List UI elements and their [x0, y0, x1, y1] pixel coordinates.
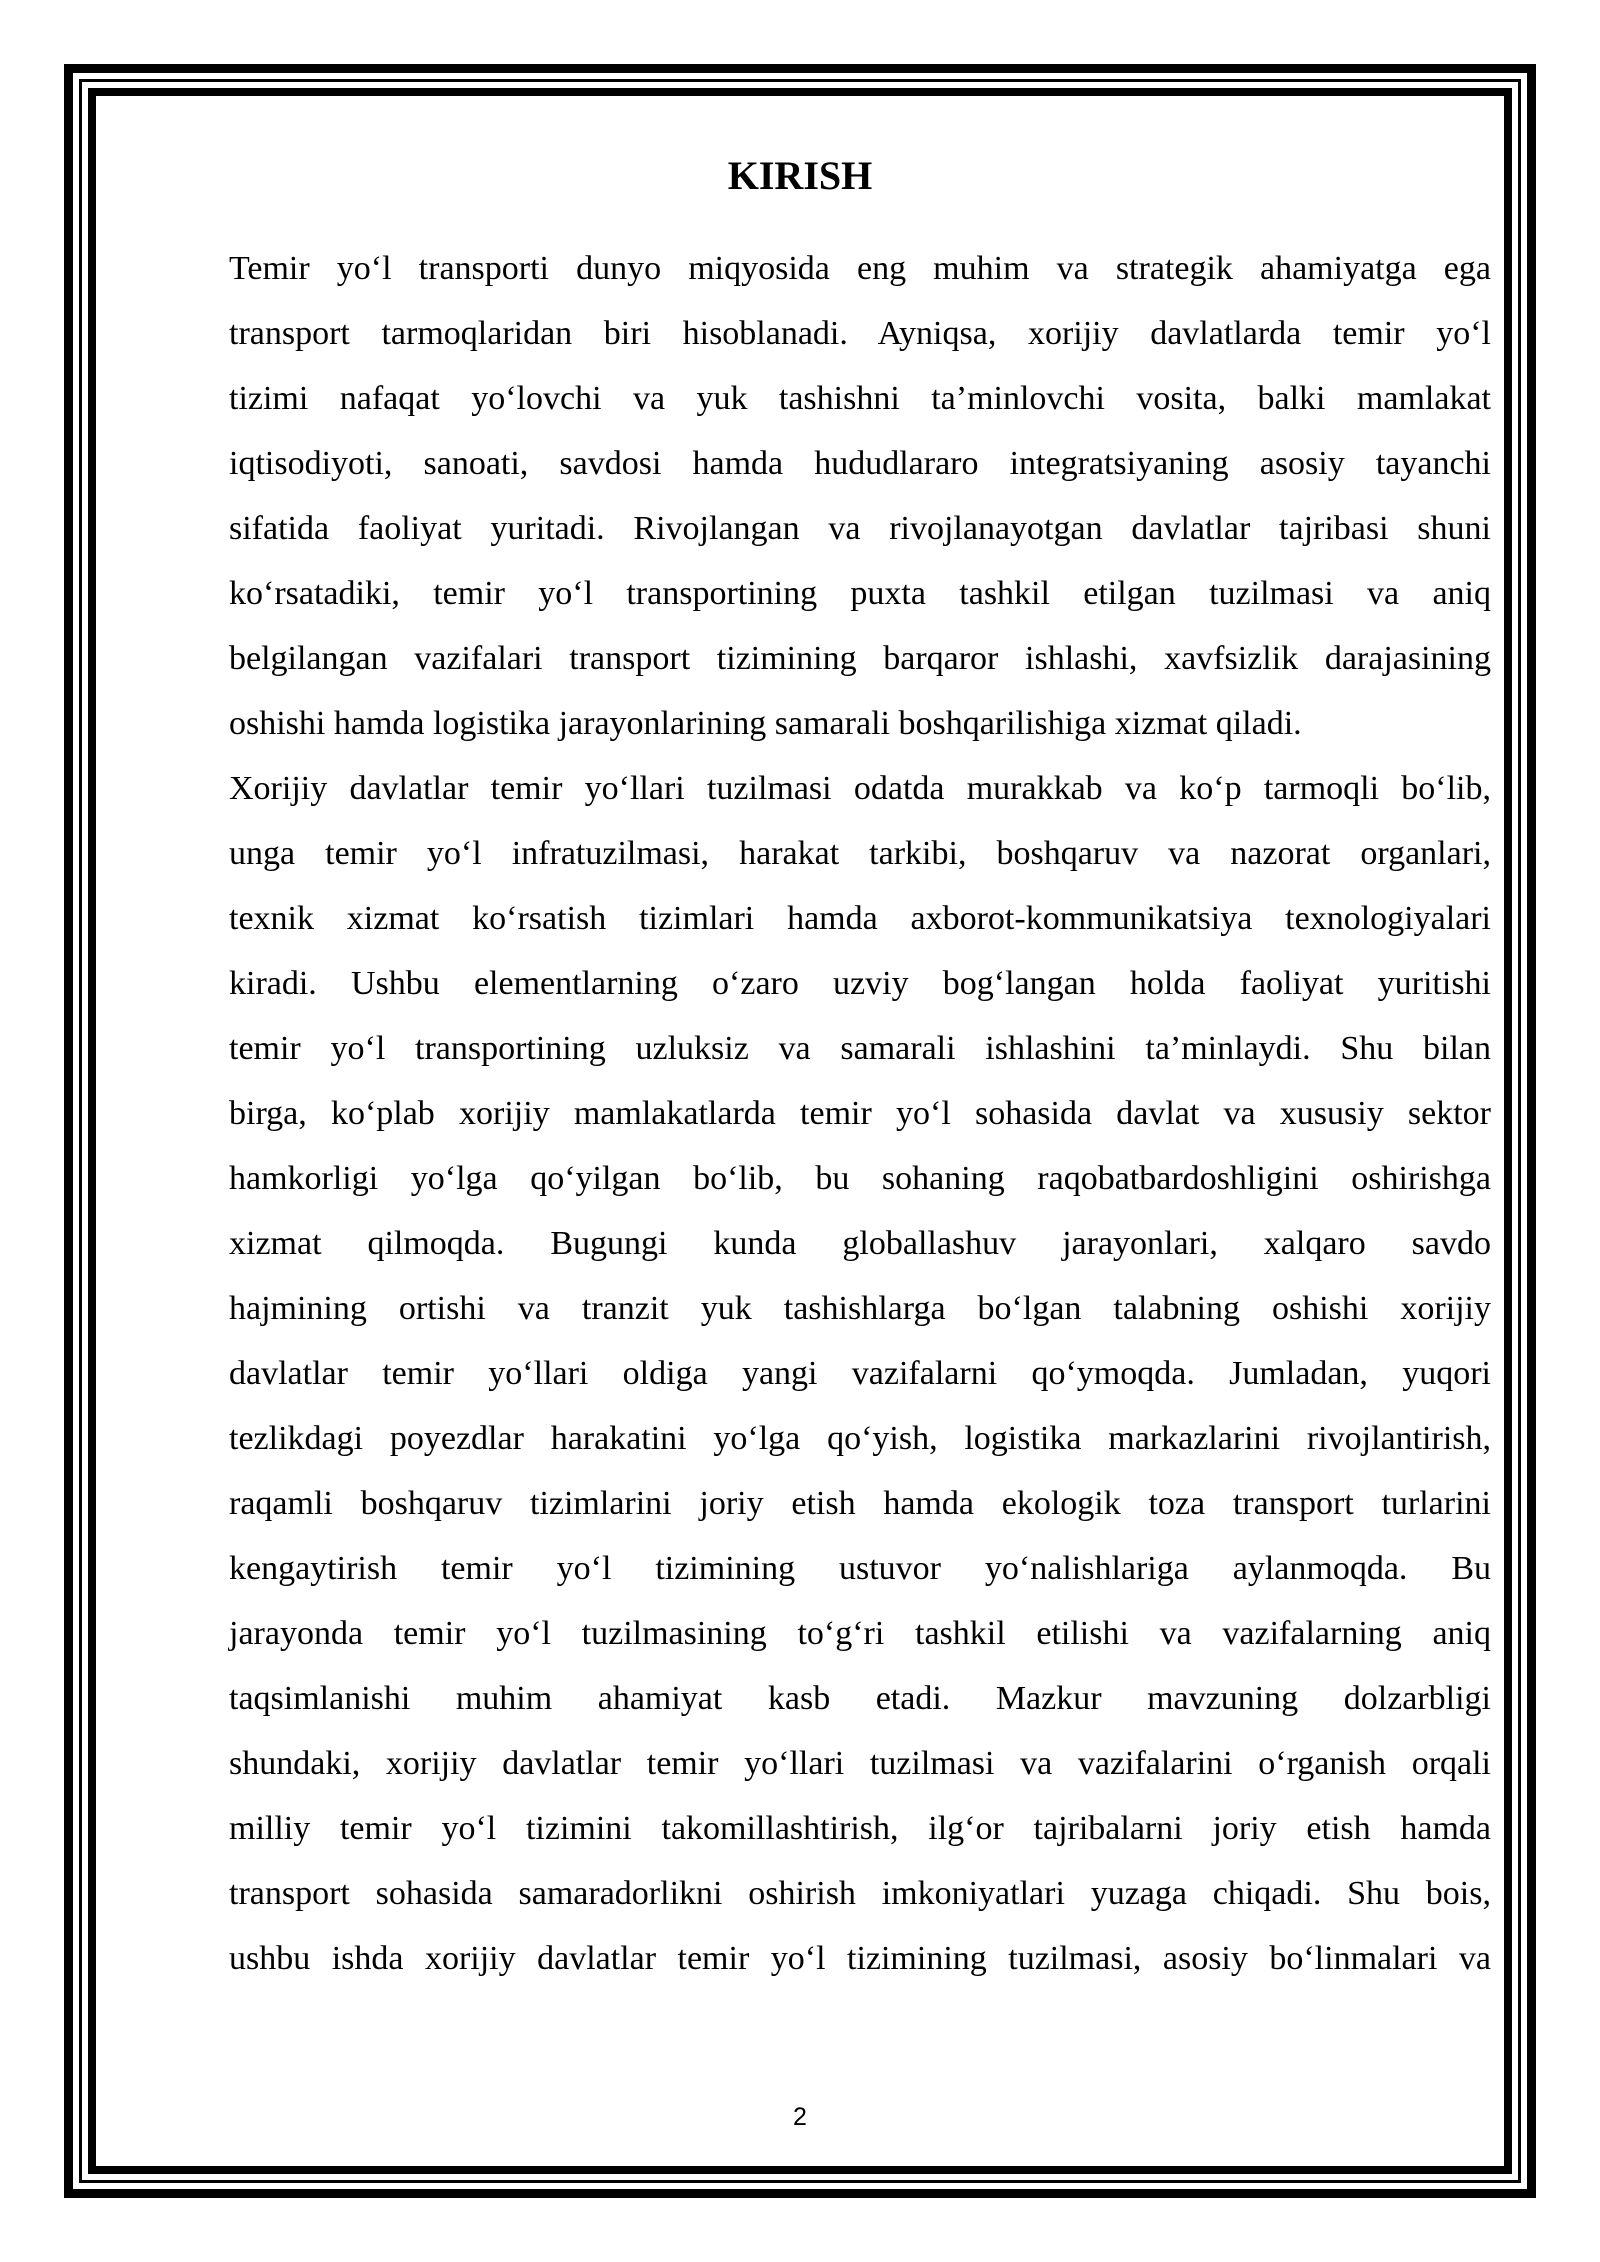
- paragraph-line: oshishi hamda logistika jarayonlarining samarali boshqarilishiga xizmat qiladi.: [229, 705, 1302, 742]
- paragraph-line: belgilangan vazifalari transport tizimining barqaror ishlashi, xavfsizlik darajasining: [229, 640, 1491, 677]
- paragraph-line: kengaytirish temir yo‘l tizimining ustuvor yo‘nalishlariga aylanmoqda. Bu: [229, 1550, 1491, 1587]
- paragraph-line: transport tarmoqlaridan biri hisoblanadi. Ayniqsa, xorijiy davlatlarda temir yo‘l: [229, 315, 1491, 352]
- paragraph-line: hamkorligi yo‘lga qo‘yilgan bo‘lib, bu sohaning raqobatbardoshligini oshirishga: [229, 1160, 1491, 1197]
- paragraph-line: birga, ko‘plab xorijiy mamlakatlarda temir yo‘l sohasida davlat va xususiy sektor: [229, 1095, 1491, 1132]
- paragraph-line: jarayonda temir yo‘l tuzilmasining to‘g‘ri tashkil etilishi va vazifalarning aniq: [229, 1615, 1491, 1652]
- paragraph-line: texnik xizmat ko‘rsatish tizimlari hamda axborot-kommunikatsiya texnologiyalari: [229, 900, 1491, 937]
- paragraph-line: sifatida faoliyat yuritadi. Rivojlangan va rivojlanayotgan davlatlar tajribasi shuni: [229, 510, 1491, 547]
- paragraph-line: xizmat qilmoqda. Bugungi kunda globallashuv jarayonlari, xalqaro savdo: [229, 1225, 1491, 1262]
- paragraph-line: unga temir yo‘l infratuzilmasi, harakat tarkibi, boshqaruv va nazorat organlari,: [229, 835, 1491, 872]
- paragraph-line: transport sohasida samaradorlikni oshirish imkoniyatlari yuzaga chiqadi. Shu bois,: [229, 1875, 1491, 1912]
- paragraph-line: raqamli boshqaruv tizimlarini joriy etish hamda ekologik toza transport turlarini: [229, 1485, 1491, 1522]
- paragraph-line: Xorijiy davlatlar temir yo‘llari tuzilmasi odatda murakkab va ko‘p tarmoqli bo‘lib,: [229, 770, 1491, 807]
- paragraph-line: shundaki, xorijiy davlatlar temir yo‘llari tuzilmasi va vazifalarini o‘rganish orqali: [229, 1745, 1491, 1782]
- paragraph-line: davlatlar temir yo‘llari oldiga yangi vazifalarni qo‘ymoqda. Jumladan, yuqori: [229, 1355, 1491, 1392]
- body-paragraph: [229, 236, 1491, 1991]
- paragraph-line: tizimi nafaqat yo‘lovchi va yuk tashishni ta’minlovchi vosita, balki mamlakat: [229, 380, 1491, 417]
- paragraph-line: milliy temir yo‘l tizimini takomillashtirish, ilg‘or tajribalarni joriy etish hamda: [229, 1810, 1491, 1847]
- paragraph-line: tezlikdagi poyezdlar harakatini yo‘lga qo‘yish, logistika markazlarini rivojlantirish,: [229, 1420, 1491, 1457]
- paragraph-line: iqtisodiyoti, sanoati, savdosi hamda hududlararo integratsiyaning asosiy tayanchi: [229, 445, 1491, 482]
- paragraph-line: hajmining ortishi va tranzit yuk tashishlarga bo‘lgan talabning oshishi xorijiy: [229, 1290, 1491, 1327]
- page-title: KIRISH: [727, 153, 873, 198]
- paragraph-line: kiradi. Ushbu elementlarning o‘zaro uzviy bog‘langan holda faoliyat yuritishi: [229, 965, 1491, 1002]
- paragraph-line: temir yo‘l transportining uzluksiz va samarali ishlashini ta’minlaydi. Shu bilan: [229, 1030, 1491, 1067]
- paragraph-line: ushbu ishda xorijiy davlatlar temir yo‘l tizimining tuzilmasi, asosiy bo‘linmalari va: [229, 1940, 1491, 1977]
- paragraph-line: ko‘rsatadiki, temir yo‘l transportining puxta tashkil etilgan tuzilmasi va aniq: [229, 575, 1491, 612]
- paragraph-line: taqsimlanishi muhim ahamiyat kasb etadi. Mazkur mavzuning dolzarbligi: [229, 1680, 1491, 1717]
- page-number: 2: [793, 2103, 807, 2131]
- paragraph-line: Temir yo‘l transporti dunyo miqyosida eng muhim va strategik ahamiyatga ega: [229, 250, 1491, 287]
